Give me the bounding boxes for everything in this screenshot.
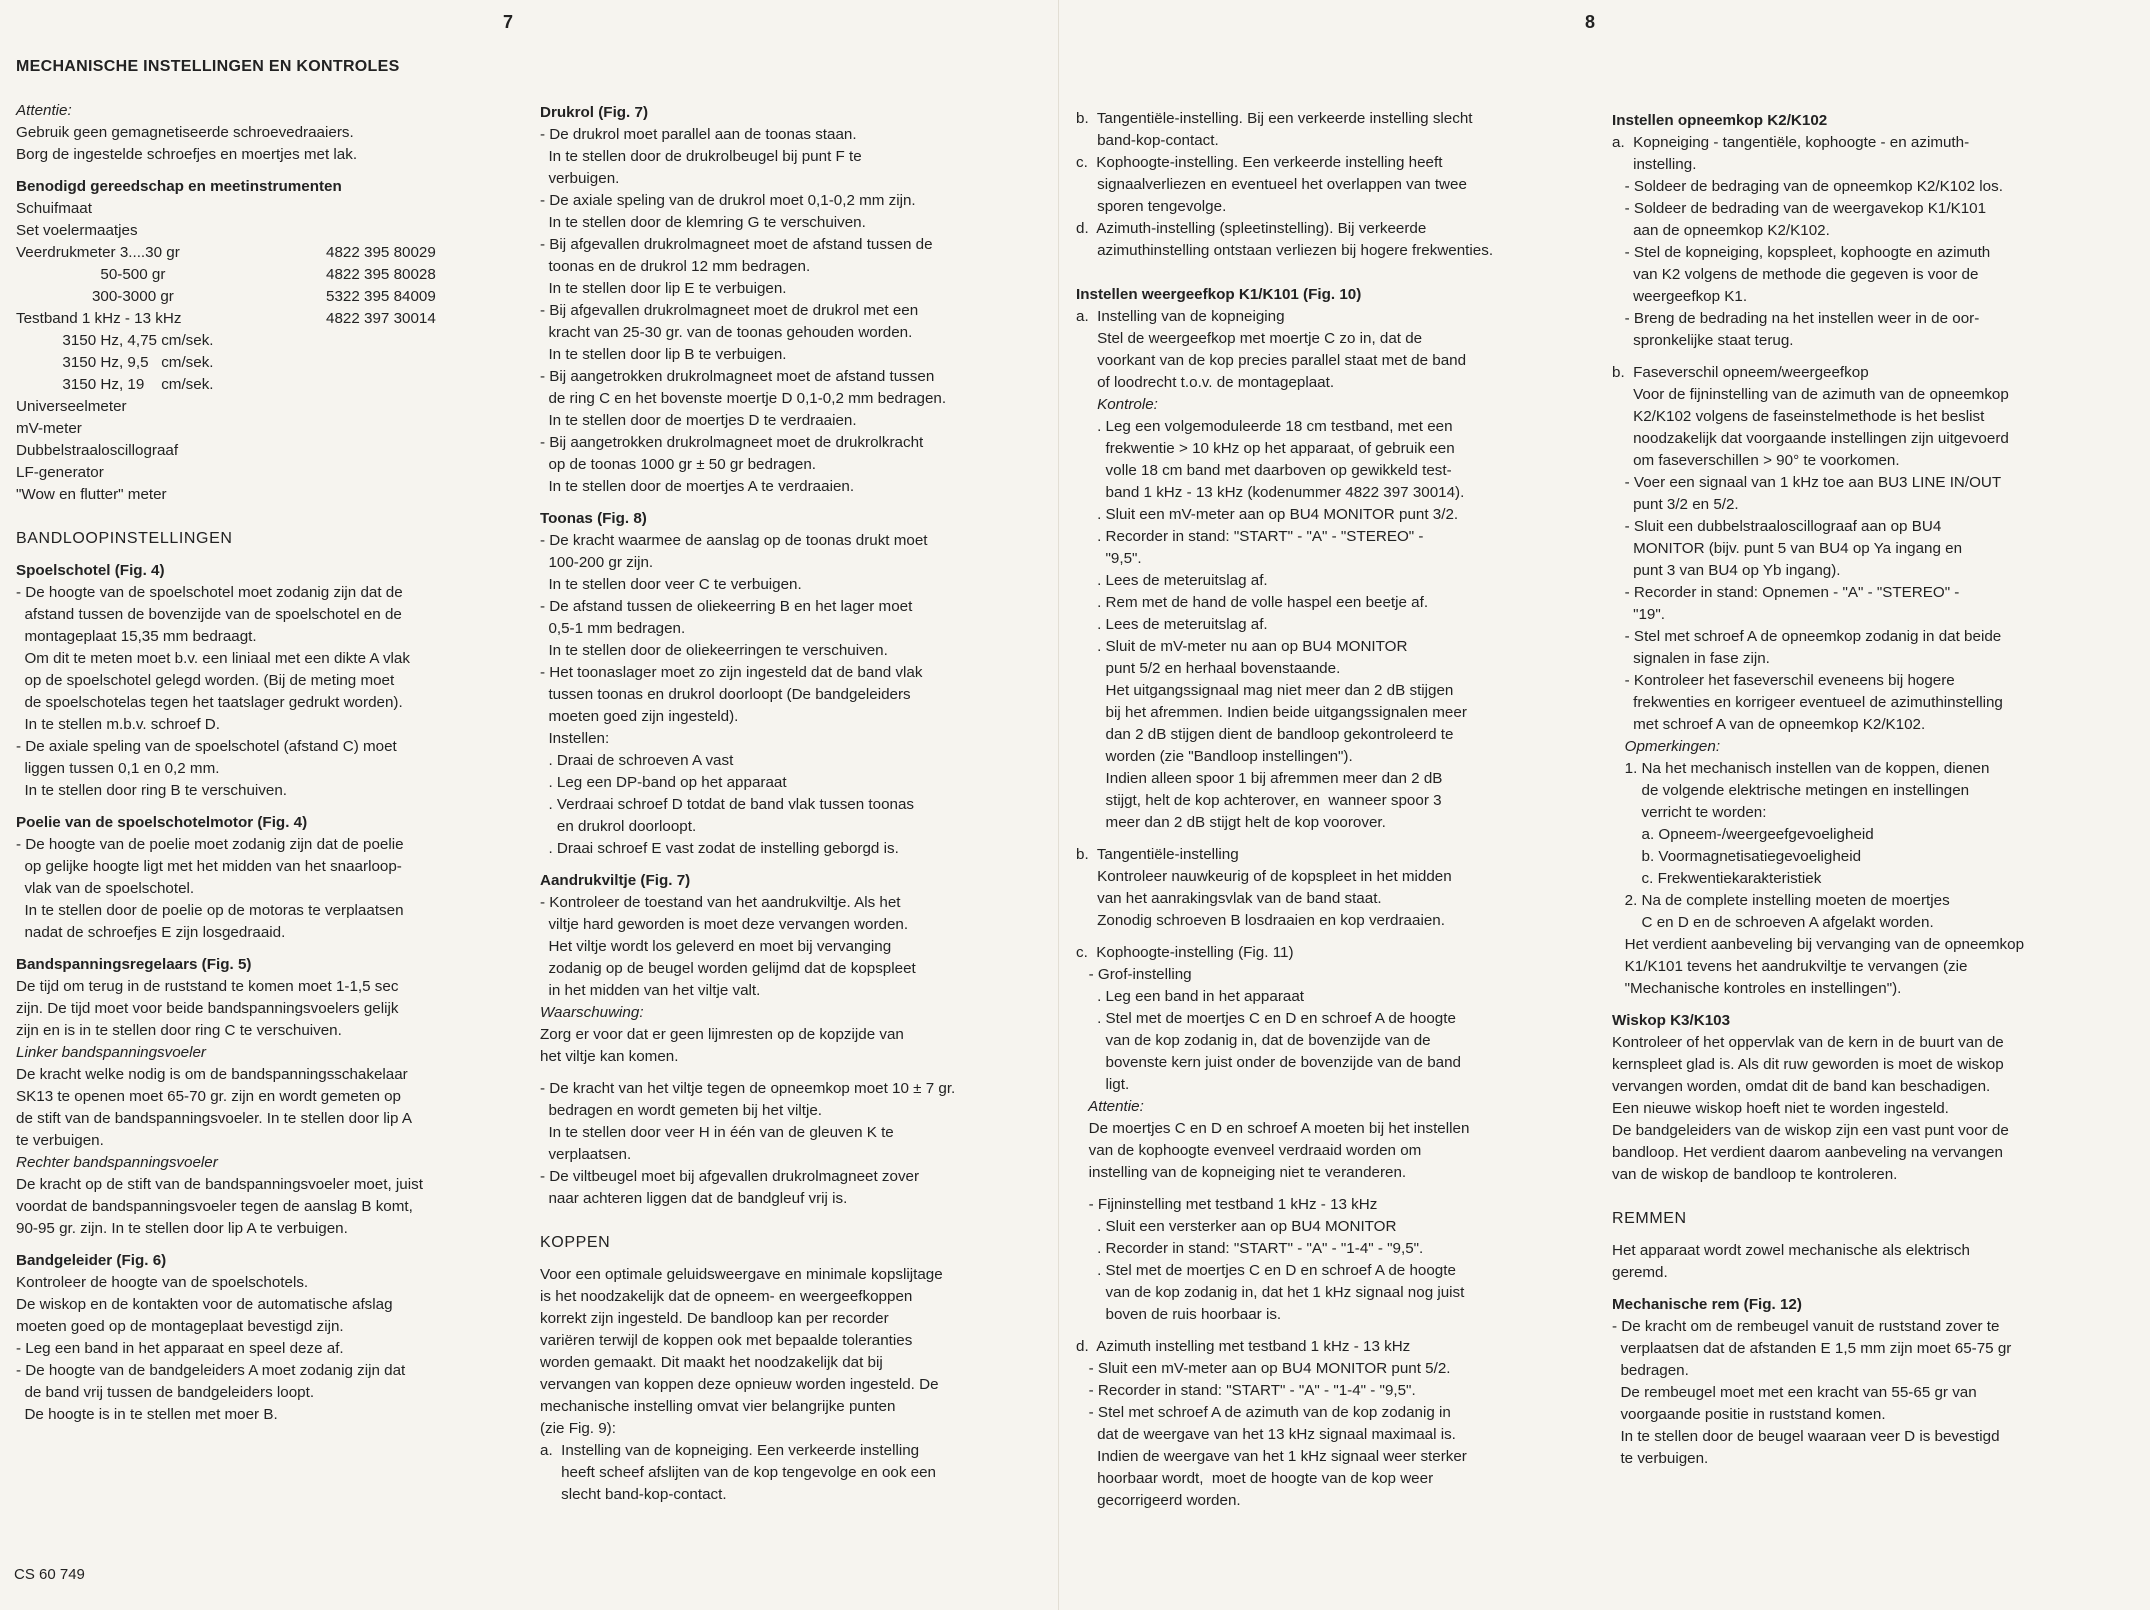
text-line: verplaatsen dat de afstanden E 1,5 mm zijn moet 65-75 gr bbox=[1612, 1340, 2012, 1357]
text-line: Borg de ingestelde schroefjes en moertjes met lak. bbox=[16, 146, 358, 163]
text-line: c. Kophoogte-instelling (Fig. 11) bbox=[1076, 944, 1294, 961]
text-line: - De hoogte van de poelie moet zodanig zijn dat de poelie bbox=[16, 836, 404, 853]
text-line: 3150 Hz, 4,75 cm/sek. bbox=[16, 332, 214, 349]
text-line: Voor de fijninstelling van de azimuth van de opneemkop bbox=[1612, 386, 2009, 403]
text-line: b. Voormagnetisatiegevoeligheid bbox=[1612, 848, 1862, 865]
text-line: naar achteren liggen dat de bandgleuf vrij is. bbox=[540, 1190, 848, 1207]
text-line: Het apparaat wordt zowel mechanische als elektrisch bbox=[1612, 1242, 1970, 1259]
text-line: C en D en de schroeven A afgelakt worden. bbox=[1612, 914, 1934, 931]
text-line: 100-200 gr zijn. bbox=[540, 554, 654, 571]
text-line: - Bij aangetrokken drukrolmagneet moet de afstand tussen bbox=[540, 368, 935, 385]
text-line: 0,5-1 mm bedragen. bbox=[540, 620, 686, 637]
text-line: Kontroleer of het oppervlak van de kern in de buurt van de bbox=[1612, 1034, 2004, 1051]
text-line: van de kophoogte evenveel verdraaid worden om bbox=[1076, 1142, 1422, 1159]
spacer bbox=[1612, 1000, 2137, 1010]
spacer bbox=[1076, 262, 1596, 284]
text-line: volle 18 cm band met daarboven op gewikkeld test- bbox=[1076, 462, 1452, 479]
text-line: de stift van de bandspanningsvoeler. In te stellen door lip A bbox=[16, 1110, 412, 1127]
text-column-1 bbox=[16, 56, 536, 1426]
text-line: - De drukrol moet parallel aan de toonas staan. bbox=[540, 126, 857, 143]
text-line: K1/K101 tevens het aandrukviltje te vervangen (zie bbox=[1612, 958, 1968, 975]
equipment-name: 300-3000 gr bbox=[16, 288, 174, 305]
text-line: In te stellen door veer C te verbuigen. bbox=[540, 576, 802, 593]
text-line: Indien de weergave van het 1 kHz signaal weer sterker bbox=[1076, 1448, 1467, 1465]
section-heading: Instellen weergeefkop K1/K101 (Fig. 10) bbox=[1076, 286, 1362, 303]
text-line: mV-meter bbox=[16, 420, 82, 437]
spacer bbox=[1076, 834, 1596, 844]
page-title: MECHANISCHE INSTELLINGEN EN KONTROLES bbox=[16, 58, 400, 75]
spacer bbox=[540, 1254, 1050, 1264]
text-line: a. Kopneiging - tangentiële, kophoogte - en azimuth- bbox=[1612, 134, 1970, 151]
section-heading: Aandrukviltje (Fig. 7) bbox=[540, 872, 691, 889]
spacer bbox=[540, 498, 1050, 508]
chapter-heading: REMMEN bbox=[1612, 1210, 1687, 1227]
text-line: frekwenties en korrigeer eventueel de azimuthinstelling bbox=[1612, 694, 2003, 711]
text-line: b. Faseverschil opneem/weergeefkop bbox=[1612, 364, 1869, 381]
text-line: punt 3/2 en 5/2. bbox=[1612, 496, 1739, 513]
text-line: verplaatsen. bbox=[540, 1146, 632, 1163]
text-line: a. Instelling van de kopneiging. Een verkeerde instelling bbox=[540, 1442, 920, 1459]
text-line: met schroef A van de opneemkop K2/K102. bbox=[1612, 716, 1926, 733]
text-line: van de wiskop de bandloop te kontroleren. bbox=[1612, 1166, 1898, 1183]
text-line: . Leg een DP-band op het apparaat bbox=[540, 774, 787, 791]
spacer bbox=[16, 802, 536, 812]
text-line: De hoogte is in te stellen met moer B. bbox=[16, 1406, 278, 1423]
text-line: Voor een optimale geluidsweergave en minimale kopslijtage bbox=[540, 1266, 943, 1283]
text-line: . Recorder in stand: "START" - "A" - "1-4" - "9,5". bbox=[1076, 1240, 1424, 1257]
equipment-name: Veerdrukmeter 3....30 gr bbox=[16, 244, 180, 261]
section-heading: Mechanische rem (Fig. 12) bbox=[1612, 1296, 1802, 1313]
text-line: . Sluit de mV-meter nu aan op BU4 MONITOR bbox=[1076, 638, 1408, 655]
text-line: In te stellen door de drukrolbeugel bij punt F te bbox=[540, 148, 862, 165]
text-line: b. Tangentiële-instelling bbox=[1076, 846, 1239, 863]
text-line: moeten goed zijn ingesteld). bbox=[540, 708, 739, 725]
italic-label: Opmerkingen: bbox=[1612, 738, 1721, 755]
text-line: - Kontroleer de toestand van het aandrukviltje. Als het bbox=[540, 894, 901, 911]
text-line: van de kop zodanig in, dat het 1 kHz signaal nog juist bbox=[1076, 1284, 1465, 1301]
text-line: geremd. bbox=[1612, 1264, 1668, 1281]
text-line: azimuthinstelling ontstaan verliezen bij hogere frekwenties. bbox=[1076, 242, 1494, 259]
footer-code: CS 60 749 bbox=[14, 1566, 85, 1583]
section-heading: Benodigd gereedschap en meetinstrumenten bbox=[16, 178, 342, 195]
text-line: te verbuigen. bbox=[1612, 1450, 1709, 1467]
text-line: - Stel met schroef A de opneemkop zodanig in dat beide bbox=[1612, 628, 2002, 645]
text-line: heeft scheef afslijten van de kop tengevolge en ook een bbox=[540, 1464, 936, 1481]
text-line: bedragen. bbox=[1612, 1362, 1689, 1379]
text-line: - Sluit een mV-meter aan op BU4 MONITOR punt 5/2. bbox=[1076, 1360, 1451, 1377]
text-line: "Wow en flutter" meter bbox=[16, 486, 167, 503]
text-line: d. Azimuth-instelling (spleetinstelling). Bij verkeerde bbox=[1076, 220, 1427, 237]
text-line: sporen tengevolge. bbox=[1076, 198, 1227, 215]
part-number: 5322 395 84009 bbox=[326, 288, 436, 305]
equipment-name: Testband 1 kHz - 13 kHz bbox=[16, 310, 182, 327]
text-line: 3150 Hz, 9,5 cm/sek. bbox=[16, 354, 214, 371]
spacer bbox=[16, 944, 536, 954]
section-heading: Bandgeleider (Fig. 6) bbox=[16, 1252, 167, 1269]
text-line: noodzakelijk dat voorgaande instellingen zijn uitgevoerd bbox=[1612, 430, 2009, 447]
text-line: . Verdraai schroef D totdat de band vlak tussen toonas bbox=[540, 796, 915, 813]
text-line: kernspleet glad is. Als dit ruw geworden is moet de wiskop bbox=[1612, 1056, 2004, 1073]
text-line: - De afstand tussen de oliekeerring B en het lager moet bbox=[540, 598, 913, 615]
text-line: In te stellen door lip E te verbuigen. bbox=[540, 280, 787, 297]
text-line: Schuifmaat bbox=[16, 200, 92, 217]
text-line: . Sluit een versterker aan op BU4 MONITOR bbox=[1076, 1218, 1397, 1235]
text-line: tussen toonas en drukrol doorloopt (De bandgeleiders bbox=[540, 686, 911, 703]
text-column-4 bbox=[1612, 110, 2137, 1470]
text-line: worden gemaakt. Dit maakt het noodzakelijk dat bij bbox=[540, 1354, 883, 1371]
section-heading: Instellen opneemkop K2/K102 bbox=[1612, 112, 1828, 129]
text-line: Zorg er voor dat er geen lijmresten op de kopzijde van bbox=[540, 1026, 904, 1043]
text-line: van de kop zodanig in, dat de bovenzijde van de bbox=[1076, 1032, 1431, 1049]
text-line: Kontroleer nauwkeurig of de kopspleet in het midden bbox=[1076, 868, 1452, 885]
text-line: - De hoogte van de bandgeleiders A moet zodanig zijn dat bbox=[16, 1362, 406, 1379]
text-line: De kracht welke nodig is om de bandspanningsschakelaar bbox=[16, 1066, 408, 1083]
text-line: meer dan 2 dB stijgt helt de kop voorover. bbox=[1076, 814, 1386, 831]
text-line: Het uitgangssignaal mag niet meer dan 2 dB stijgen bbox=[1076, 682, 1454, 699]
text-line: In te stellen door de poelie op de motoras te verplaatsen bbox=[16, 902, 404, 919]
section-heading: Toonas (Fig. 8) bbox=[540, 510, 647, 527]
text-line: bovenste kern juist onder de bovenzijde van de band bbox=[1076, 1054, 1462, 1071]
italic-label: Linker bandspanningsvoeler bbox=[16, 1044, 206, 1061]
text-line: . Draai de schroeven A vast bbox=[540, 752, 734, 769]
text-line: - De kracht van het viltje tegen de opneemkop moet 10 ± 7 gr. bbox=[540, 1080, 956, 1097]
spacer bbox=[16, 78, 536, 100]
text-line: SK13 te openen moet 65-70 gr. zijn en wordt gemeten op bbox=[16, 1088, 402, 1105]
text-line: of loodrecht t.o.v. de montageplaat. bbox=[1076, 374, 1335, 391]
text-line: - Sluit een dubbelstraaloscillograaf aan op BU4 bbox=[1612, 518, 1942, 535]
text-line: vlak van de spoelschotel. bbox=[16, 880, 195, 897]
text-line: LF-generator bbox=[16, 464, 104, 481]
text-line: Indien alleen spoor 1 bij afremmen meer dan 2 dB bbox=[1076, 770, 1443, 787]
text-line: c. Frekwentiekarakteristiek bbox=[1612, 870, 1822, 887]
page-spread-divider bbox=[1058, 0, 1059, 1610]
chapter-heading: BANDLOOPINSTELLINGEN bbox=[16, 530, 233, 547]
spacer bbox=[16, 166, 536, 176]
text-line: signalen in fase zijn. bbox=[1612, 650, 1770, 667]
text-line: Zonodig schroeven B losdraaien en kop verdraaien. bbox=[1076, 912, 1445, 929]
text-line: In te stellen door ring B te verschuiven. bbox=[16, 782, 287, 799]
text-line: het viltje kan komen. bbox=[540, 1048, 679, 1065]
text-line: De moertjes C en D en schroef A moeten bij het instellen bbox=[1076, 1120, 1470, 1137]
text-line: - De hoogte van de spoelschotel moet zodanig zijn dat de bbox=[16, 584, 403, 601]
text-line: zijn. De tijd moet voor beide bandspanningsvoelers gelijk bbox=[16, 1000, 399, 1017]
text-line: op gelijke hoogte ligt met het midden van het snaarloop- bbox=[16, 858, 402, 875]
text-line: 2. Na de complete instelling moeten de moertjes bbox=[1612, 892, 1950, 909]
text-line: band 1 kHz - 13 kHz (kodenummer 4822 397 30014). bbox=[1076, 484, 1465, 501]
text-line: - De kracht waarmee de aanslag op de toonas drukt moet bbox=[540, 532, 928, 549]
part-number: 4822 395 80028 bbox=[326, 266, 436, 283]
text-line: - Recorder in stand: "START" - "A" - "1-4" - "9,5". bbox=[1076, 1382, 1416, 1399]
italic-label: Kontrole: bbox=[1076, 396, 1158, 413]
text-line: om faseverschillen > 90° te voorkomen. bbox=[1612, 452, 1900, 469]
text-line: hoorbaar wordt, moet de hoogte van de kop weer bbox=[1076, 1470, 1434, 1487]
text-line: op de spoelschotel gelegd worden. (Bij de meting moet bbox=[16, 672, 395, 689]
text-line: boven de ruis hoorbaar is. bbox=[1076, 1306, 1282, 1323]
text-line: . Recorder in stand: "START" - "A" - "STEREO" - bbox=[1076, 528, 1424, 545]
text-line: - Grof-instelling bbox=[1076, 966, 1192, 983]
text-line: In te stellen door de beugel waaraan veer D is bevestigd bbox=[1612, 1428, 2000, 1445]
text-line: b. Tangentiële-instelling. Bij een verkeerde instelling slecht bbox=[1076, 110, 1473, 127]
text-line: de volgende elektrische metingen en instellingen bbox=[1612, 782, 1970, 799]
text-line: en drukrol doorloopt. bbox=[540, 818, 697, 835]
text-line: nadat de schroefjes E zijn losgedraaid. bbox=[16, 924, 286, 941]
text-line: van K2 volgens de methode die gegeven is voor de bbox=[1612, 266, 1979, 283]
text-line: dan 2 dB stijgen dient de bandloop gekontroleerd te bbox=[1076, 726, 1454, 743]
equipment-name: 50-500 gr bbox=[16, 266, 166, 283]
text-line: In te stellen door de klemring G te verschuiven. bbox=[540, 214, 866, 231]
spacer bbox=[1612, 352, 2137, 362]
text-line: band-kop-contact. bbox=[1076, 132, 1219, 149]
text-line: . Leg een band in het apparaat bbox=[1076, 988, 1304, 1005]
text-line: MONITOR (bijv. punt 5 van BU4 op Ya ingang en bbox=[1612, 540, 1963, 557]
text-line: kracht van 25-30 gr. van de toonas gehouden worden. bbox=[540, 324, 913, 341]
spacer bbox=[1076, 1184, 1596, 1194]
text-line: slecht band-kop-contact. bbox=[540, 1486, 727, 1503]
text-line: - Soldeer de bedrading van de weergavekop K1/K101 bbox=[1612, 200, 1987, 217]
equipment-row bbox=[16, 264, 536, 286]
italic-label: Rechter bandspanningsvoeler bbox=[16, 1154, 218, 1171]
text-line: . Stel met de moertjes C en D en schroef A de hoogte bbox=[1076, 1010, 1456, 1027]
text-line: Gebruik geen gemagnetiseerde schroevedraaiers. bbox=[16, 124, 354, 141]
text-line: Het viltje wordt los geleverd en moet bij vervanging bbox=[540, 938, 892, 955]
text-line: ligt. bbox=[1076, 1076, 1130, 1093]
spacer bbox=[540, 1068, 1050, 1078]
text-line: a. Instelling van de kopneiging bbox=[1076, 308, 1285, 325]
text-line: "Mechanische kontroles en instellingen"). bbox=[1612, 980, 1902, 997]
text-line: "19". bbox=[1612, 606, 1665, 623]
text-line: instelling. bbox=[1612, 156, 1697, 173]
text-line: In te stellen door de oliekeerringen te verschuiven. bbox=[540, 642, 888, 659]
text-line: In te stellen door de moertjes A te verdraaien. bbox=[540, 478, 855, 495]
text-line: - De axiale speling van de drukrol moet 0,1-0,2 mm zijn. bbox=[540, 192, 916, 209]
text-line: in het midden van het viltje valt. bbox=[540, 982, 761, 999]
spacer bbox=[1612, 1186, 2137, 1208]
text-line: In te stellen door de moertjes D te verdraaien. bbox=[540, 412, 857, 429]
text-line: - Leg een band in het apparaat en speel deze af. bbox=[16, 1340, 344, 1357]
text-line: - Soldeer de bedraging van de opneemkop K2/K102 los. bbox=[1612, 178, 2003, 195]
text-line: De wiskop en de kontakten voor de automatische afslag bbox=[16, 1296, 393, 1313]
text-line: verbuigen. bbox=[540, 170, 620, 187]
text-line: bedragen en wordt gemeten bij het viltje. bbox=[540, 1102, 822, 1119]
text-line: - Bij afgevallen drukrolmagneet moet de afstand tussen de bbox=[540, 236, 933, 253]
text-line: de spoelschotelas tegen het taatslager gedrukt worden). bbox=[16, 694, 403, 711]
text-line: worden (zie "Bandloop instellingen"). bbox=[1076, 748, 1353, 765]
text-line: te verbuigen. bbox=[16, 1132, 104, 1149]
text-line: aan de opneemkop K2/K102. bbox=[1612, 222, 1830, 239]
text-line: . Sluit een mV-meter aan op BU4 MONITOR punt 3/2. bbox=[1076, 506, 1459, 523]
text-line: punt 3 van BU4 op Yb ingang). bbox=[1612, 562, 1841, 579]
text-line: van het aanrakingsvlak van de band staat. bbox=[1076, 890, 1382, 907]
text-line: toonas en de drukrol 12 mm bedragen. bbox=[540, 258, 811, 275]
text-line: vervangen worden, omdat dit de band kan beschadigen. bbox=[1612, 1078, 1991, 1095]
equipment-row bbox=[16, 242, 536, 264]
equipment-row bbox=[16, 308, 536, 330]
text-line: is het noodzakelijk dat de opneem- en weergeefkoppen bbox=[540, 1288, 913, 1305]
text-line: bij het afremmen. Indien beide uitgangssignalen meer bbox=[1076, 704, 1467, 721]
text-line: 1. Na het mechanisch instellen van de koppen, dienen bbox=[1612, 760, 1990, 777]
text-line: Om dit te meten moet b.v. een liniaal met een dikte A vlak bbox=[16, 650, 410, 667]
text-line: - Recorder in stand: Opnemen - "A" - "STEREO" - bbox=[1612, 584, 1960, 601]
text-line: voorkant van de kop precies parallel staat met de band bbox=[1076, 352, 1467, 369]
text-line: afstand tussen de bovenzijde van de spoelschotel en de bbox=[16, 606, 402, 623]
section-heading: Spoelschotel (Fig. 4) bbox=[16, 562, 165, 579]
text-line: . Rem met de hand de volle haspel een beetje af. bbox=[1076, 594, 1429, 611]
text-line: - Stel met schroef A de azimuth van de kop zodanig in bbox=[1076, 1404, 1451, 1421]
text-line: dat de weergave van het 13 kHz signaal maximaal is. bbox=[1076, 1426, 1456, 1443]
spacer bbox=[1612, 1284, 2137, 1294]
spacer bbox=[1076, 932, 1596, 942]
text-line: . Leg een volgemoduleerde 18 cm testband, met een bbox=[1076, 418, 1453, 435]
text-line: Instellen: bbox=[540, 730, 610, 747]
text-line: liggen tussen 0,1 en 0,2 mm. bbox=[16, 760, 220, 777]
page-number-left: 7 bbox=[503, 12, 514, 32]
part-number: 4822 397 30014 bbox=[326, 310, 436, 327]
text-column-3 bbox=[1076, 108, 1596, 1512]
section-heading: Poelie van de spoelschotelmotor (Fig. 4) bbox=[16, 814, 308, 831]
text-column-2 bbox=[540, 102, 1050, 1506]
text-line: vervangen van koppen deze opnieuw worden ingesteld. De bbox=[540, 1376, 939, 1393]
text-line: voorgaande positie in ruststand komen. bbox=[1612, 1406, 1886, 1423]
text-line: bandloop. Het verdient daarom aanbeveling na vervangen bbox=[1612, 1144, 2003, 1161]
text-line: Dubbelstraaloscillograaf bbox=[16, 442, 179, 459]
text-line: d. Azimuth instelling met testband 1 kHz - 13 kHz bbox=[1076, 1338, 1411, 1355]
text-line: frekwentie > 10 kHz op het apparaat, of gebruik een bbox=[1076, 440, 1455, 457]
section-heading: Drukrol (Fig. 7) bbox=[540, 104, 649, 121]
italic-label: Attentie: bbox=[1076, 1098, 1144, 1115]
text-line: In te stellen door veer H in één van de gleuven K te bbox=[540, 1124, 894, 1141]
text-line: . Draai schroef E vast zodat de instelling geborgd is. bbox=[540, 840, 899, 857]
page-number-right: 8 bbox=[1585, 12, 1596, 32]
text-line: de ring C en het bovenste moertje D 0,1-0,2 mm bedragen. bbox=[540, 390, 947, 407]
text-line: montageplaat 15,35 mm bedraagt. bbox=[16, 628, 257, 645]
text-line: De tijd om terug in de ruststand te komen moet 1-1,5 sec bbox=[16, 978, 399, 995]
chapter-heading: KOPPEN bbox=[540, 1234, 611, 1251]
text-line: - Fijninstelling met testband 1 kHz - 13 kHz bbox=[1076, 1196, 1378, 1213]
equipment-row bbox=[16, 286, 536, 308]
text-line: - De axiale speling van de spoelschotel (afstand C) moet bbox=[16, 738, 397, 755]
text-line: - Voer een signaal van 1 kHz toe aan BU3 LINE IN/OUT bbox=[1612, 474, 2002, 491]
text-line: mechanische instelling omvat vier belangrijke punten bbox=[540, 1398, 896, 1415]
text-line: Set voelermaatjes bbox=[16, 222, 138, 239]
text-line: - Het toonaslager moet zo zijn ingesteld dat de band vlak bbox=[540, 664, 923, 681]
text-line: De rembeugel moet met een kracht van 55-65 gr van bbox=[1612, 1384, 1977, 1401]
text-line: - De viltbeugel moet bij afgevallen drukrolmagneet zover bbox=[540, 1168, 920, 1185]
text-line: - Bij aangetrokken drukrolmagneet moet de drukrolkracht bbox=[540, 434, 924, 451]
text-line: viltje hard geworden is moet deze vervangen worden. bbox=[540, 916, 909, 933]
spacer bbox=[540, 1210, 1050, 1232]
spacer bbox=[16, 506, 536, 528]
text-line: Het verdient aanbeveling bij vervanging van de opneemkop bbox=[1612, 936, 2025, 953]
text-line: Een nieuwe wiskop hoeft niet te worden ingesteld. bbox=[1612, 1100, 1949, 1117]
text-line: instelling van de kopneiging niet te veranderen. bbox=[1076, 1164, 1407, 1181]
text-line: stijgt, helt de kop achterover, en wanneer spoor 3 bbox=[1076, 792, 1442, 809]
text-line: (zie Fig. 9): bbox=[540, 1420, 616, 1437]
text-line: korrekt zijn ingesteld. De bandloop kan per recorder bbox=[540, 1310, 889, 1327]
text-line: Stel de weergeefkop met moertje C zo in, dat de bbox=[1076, 330, 1423, 347]
text-line: Kontroleer de hoogte van de spoelschotels. bbox=[16, 1274, 309, 1291]
text-line: De bandgeleiders van de wiskop zijn een vast punt voor de bbox=[1612, 1122, 2009, 1139]
text-line: - Bij afgevallen drukrolmagneet moet de drukrol met een bbox=[540, 302, 919, 319]
spacer bbox=[1076, 1326, 1596, 1336]
text-line: - De kracht om de rembeugel vanuit de ruststand zover te bbox=[1612, 1318, 2000, 1335]
part-number: 4822 395 80029 bbox=[326, 244, 436, 261]
text-line: 3150 Hz, 19 cm/sek. bbox=[16, 376, 214, 393]
text-line: signaalverliezen en eventueel het overlappen van twee bbox=[1076, 176, 1467, 193]
text-line: . Stel met de moertjes C en D en schroef A de hoogte bbox=[1076, 1262, 1456, 1279]
text-line: punt 5/2 en herhaal bovenstaande. bbox=[1076, 660, 1341, 677]
italic-label: Attentie: bbox=[16, 102, 72, 119]
text-line: spronkelijke staat terug. bbox=[1612, 332, 1794, 349]
text-line: weergeefkop K1. bbox=[1612, 288, 1748, 305]
spacer bbox=[16, 550, 536, 560]
spacer bbox=[16, 1240, 536, 1250]
text-line: - Stel de kopneiging, kopspleet, kophoogte en azimuth bbox=[1612, 244, 1991, 261]
text-line: gecorrigeerd worden. bbox=[1076, 1492, 1241, 1509]
text-line: 90-95 gr. zijn. In te stellen door lip A te verbuigen. bbox=[16, 1220, 348, 1237]
text-line: . Lees de meteruitslag af. bbox=[1076, 616, 1268, 633]
spacer bbox=[1612, 1230, 2137, 1240]
section-heading: Bandspanningsregelaars (Fig. 5) bbox=[16, 956, 252, 973]
text-line: K2/K102 volgens de faseinstelmethode is het beslist bbox=[1612, 408, 1985, 425]
spacer bbox=[540, 860, 1050, 870]
italic-label: Waarschuwing: bbox=[540, 1004, 644, 1021]
text-line: moeten goed op de montageplaat bevestigd zijn. bbox=[16, 1318, 344, 1335]
section-heading: Wiskop K3/K103 bbox=[1612, 1012, 1731, 1029]
text-line: - Breng de bedrading na het instellen weer in de oor- bbox=[1612, 310, 1980, 327]
text-line: De kracht op de stift van de bandspanningsvoeler moet, juist bbox=[16, 1176, 423, 1193]
text-line: voordat de bandspanningsvoeler tegen de aanslag B komt, bbox=[16, 1198, 413, 1215]
text-line: Universeelmeter bbox=[16, 398, 127, 415]
text-line: verricht te worden: bbox=[1612, 804, 1767, 821]
text-line: zodanig op de beugel worden gelijmd dat de kopspleet bbox=[540, 960, 916, 977]
text-line: . Lees de meteruitslag af. bbox=[1076, 572, 1268, 589]
text-line: In te stellen door lip B te verbuigen. bbox=[540, 346, 787, 363]
text-line: - Kontroleer het faseverschil eveneens bij hogere bbox=[1612, 672, 1955, 689]
text-line: zijn en is in te stellen door ring C te verschuiven. bbox=[16, 1022, 342, 1039]
text-line: c. Kophoogte-instelling. Een verkeerde instelling heeft bbox=[1076, 154, 1443, 171]
text-line: op de toonas 1000 gr ± 50 gr bedragen. bbox=[540, 456, 817, 473]
text-line: "9,5". bbox=[1076, 550, 1142, 567]
text-line: a. Opneem-/weergeefgevoeligheid bbox=[1612, 826, 1874, 843]
text-line: variëren terwijl de koppen ook met bepaalde toleranties bbox=[540, 1332, 913, 1349]
text-line: de band vrij tussen de bandgeleiders loopt. bbox=[16, 1384, 315, 1401]
text-line: In te stellen m.b.v. schroef D. bbox=[16, 716, 220, 733]
